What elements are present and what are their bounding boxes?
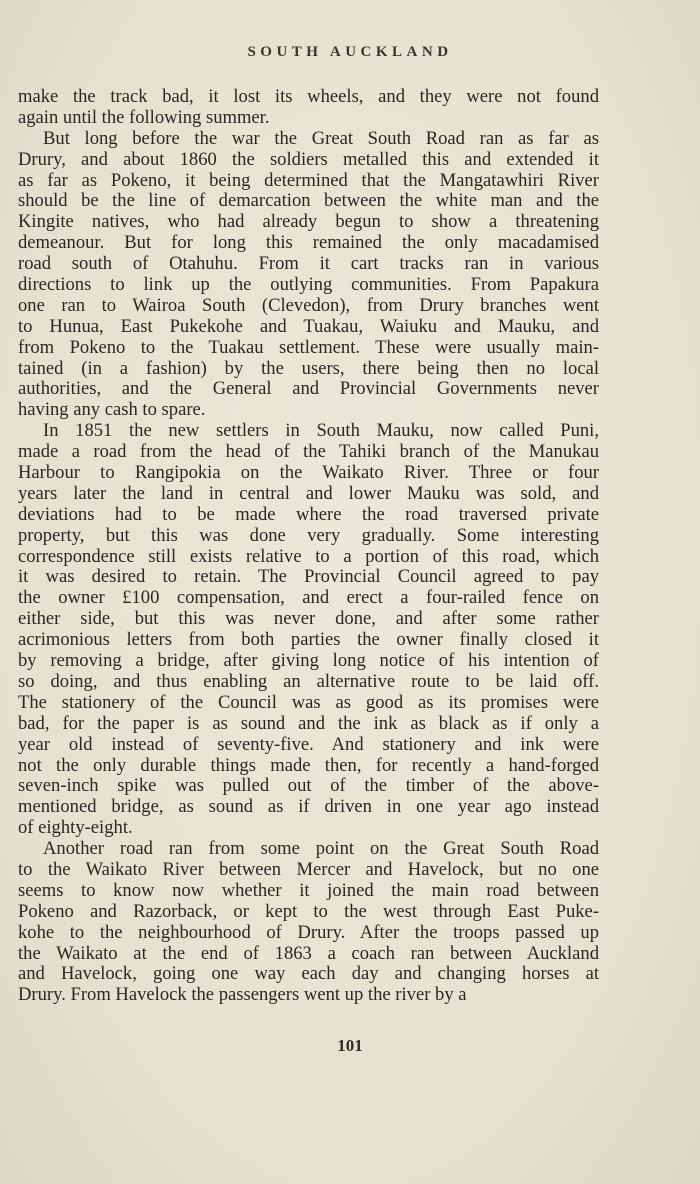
text-line: property, but this was done very gradually. Some interesting <box>18 525 599 546</box>
text-line: Drury. From Havelock the passengers went up the river by a <box>18 985 467 1006</box>
text-line: the Waikato at the end of 1863 a coach ran between Auckland <box>18 943 599 964</box>
text-line: years later the land in central and lower Mauku was sold, and <box>18 483 599 504</box>
text-line: either side, but this was never done, and after some rather <box>18 609 599 630</box>
paragraph <box>18 421 599 839</box>
page-number: 101 <box>337 1036 363 1055</box>
text-line: The stationery of the Council was as good as its promises were <box>18 692 599 713</box>
text-line: road south of Otahuhu. From it cart tracks ran in various <box>18 254 599 275</box>
text-line: correspondence still exists relative to a portion of this road, which <box>18 546 599 567</box>
text-line: acrimonious letters from both parties the owner finally closed it <box>18 630 599 651</box>
text-line: it was desired to retain. The Provincial Council agreed to pay <box>18 567 599 588</box>
text-line: make the track bad, it lost its wheels, and they were not found <box>18 87 599 107</box>
text-line: deviations had to be made where the road traversed private <box>18 504 599 525</box>
text-line: Pokeno and Razorback, or kept to the west through East Puke- <box>18 901 599 922</box>
text-line: not the only durable things made then, for recently a hand-forged <box>18 755 599 776</box>
text-line: so doing, and thus enabling an alternative route to be laid off. <box>18 671 599 692</box>
text-line: to the Waikato River between Mercer and Havelock, but no one <box>18 859 599 880</box>
body-text <box>18 87 599 1006</box>
paragraph <box>18 839 599 1006</box>
text-line: made a road from the head of the Tahiki branch of the Manukau <box>18 442 599 463</box>
text-line: of eighty-eight. <box>18 818 133 839</box>
text-line: directions to link up the outlying communities. From Papakura <box>18 275 599 296</box>
text-line: should be the line of demarcation between the white man and the <box>18 191 599 212</box>
text-line: Drury, and about 1860 the soldiers metalled this and extended it <box>18 149 599 170</box>
paragraph <box>18 87 599 129</box>
text-line: But long before the war the Great South Road ran as far as <box>43 128 599 149</box>
text-line: tained (in a fashion) by the users, there being then no local <box>18 358 599 379</box>
text-line: as far as Pokeno, it being determined that the Mangatawhiri River <box>18 170 599 191</box>
text-line: having any cash to spare. <box>18 400 206 421</box>
text-line: Harbour to Rangipokia on the Waikato River. Three or four <box>18 463 599 484</box>
text-line: In 1851 the new settlers in South Mauku, now called Puni, <box>43 421 599 442</box>
paragraph <box>18 129 599 421</box>
text-line: and Havelock, going one way each day and changing horses at <box>18 964 599 985</box>
text-line: by removing a bridge, after giving long notice of his intention of <box>18 651 599 672</box>
text-line: kohe to the neighbourhood of Drury. After the troops passed up <box>18 922 599 943</box>
text-line: from Pokeno to the Tuakau settlement. These were usually main- <box>18 337 599 358</box>
text-line: year old instead of seventy-five. And stationery and ink were <box>18 734 599 755</box>
text-line: Another road ran from some point on the Great South Road <box>43 839 599 860</box>
text-line: seems to know now whether it joined the main road between <box>18 880 599 901</box>
text-line: bad, for the paper is as sound and the ink as black as if only a <box>18 713 599 734</box>
text-line: the owner £100 compensation, and erect a four-railed fence on <box>18 588 599 609</box>
text-line: authorities, and the General and Provincial Governments never <box>18 379 599 400</box>
text-line: again until the following summer. <box>18 107 270 128</box>
text-line: to Hunua, East Pukekohe and Tuakau, Waiuku and Mauku, and <box>18 316 599 337</box>
text-line: Kingite natives, who had already begun to show a threatening <box>18 212 599 233</box>
running-head: SOUTH AUCKLAND <box>247 44 453 60</box>
text-line: seven-inch spike was pulled out of the timber of the above- <box>18 776 599 797</box>
text-line: demeanour. But for long this remained the only macadamised <box>18 233 599 254</box>
text-line: mentioned bridge, as sound as if driven in one year ago instead <box>18 797 599 818</box>
text-line: one ran to Wairoa South (Clevedon), from Drury branches went <box>18 295 599 316</box>
